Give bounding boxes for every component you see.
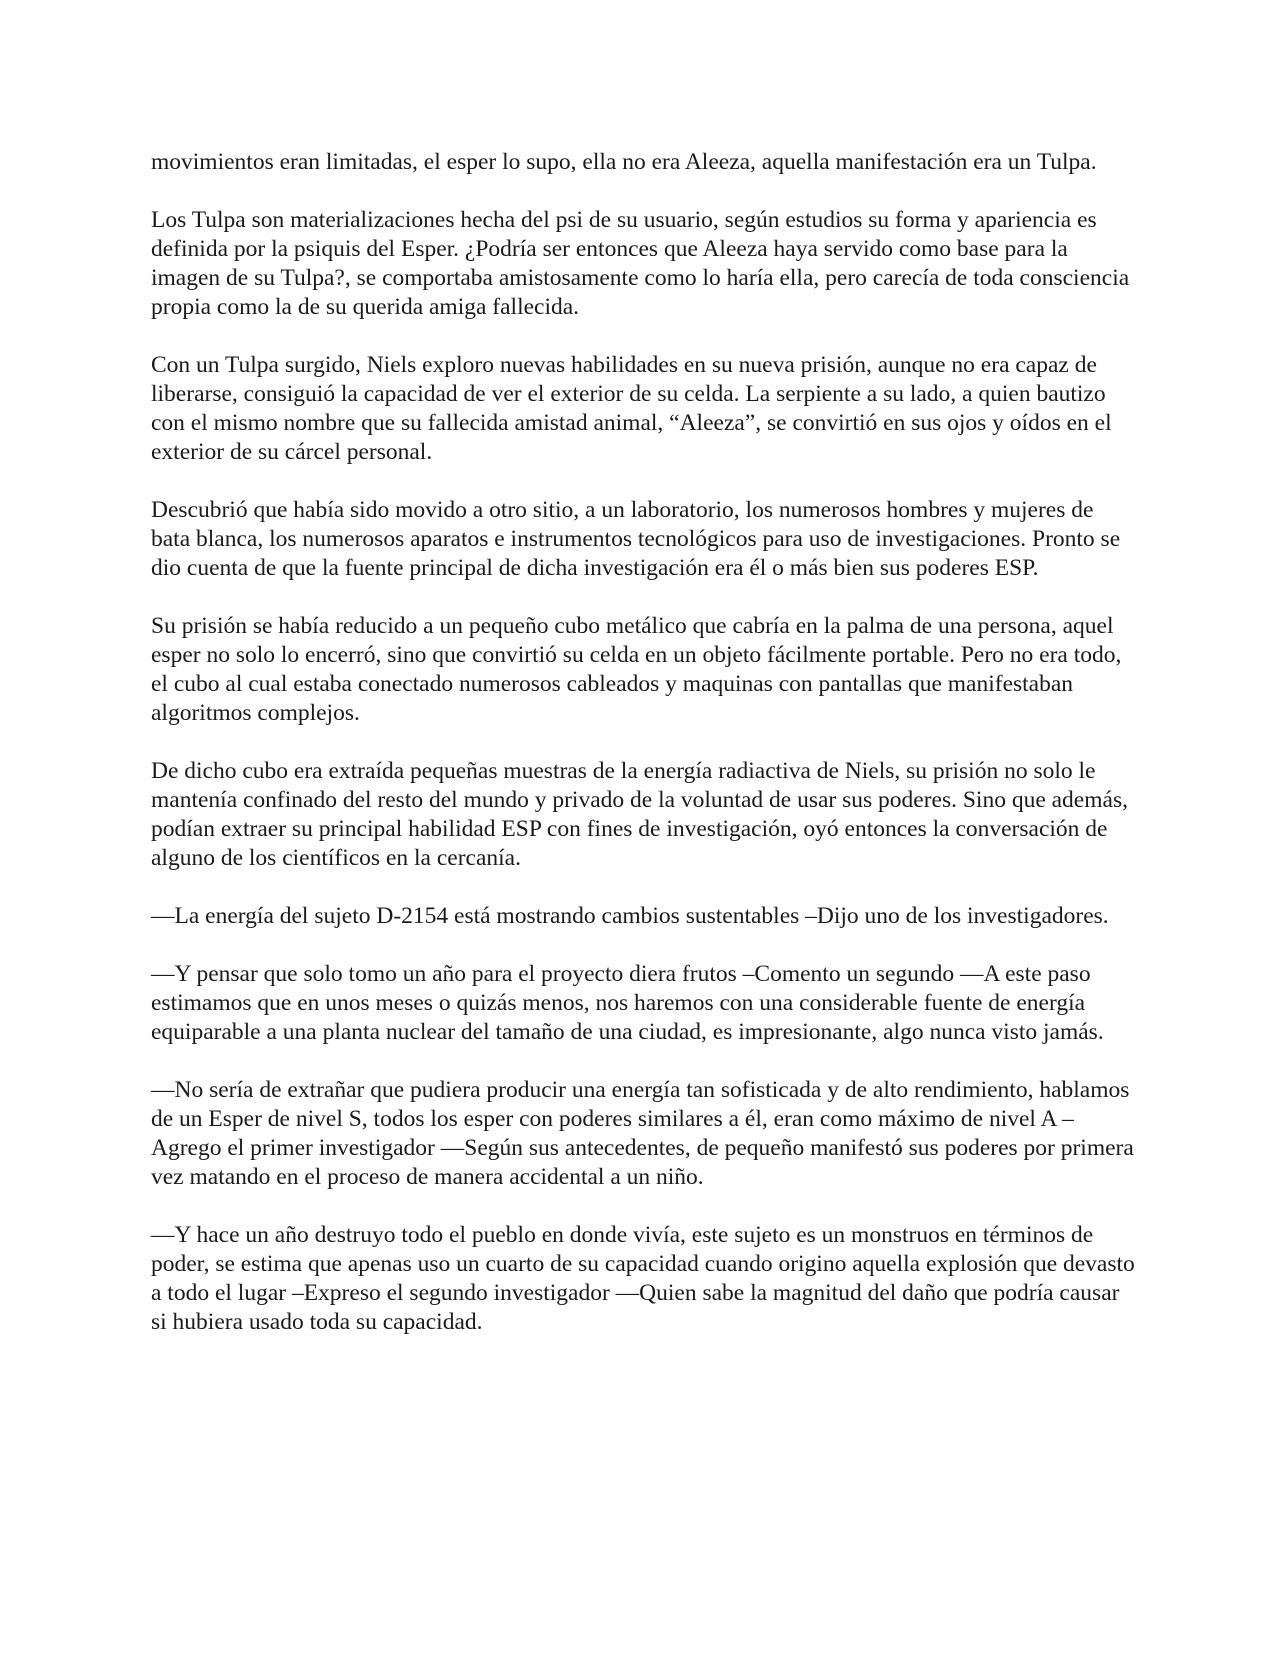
document-body: [151, 148, 1136, 1366]
paragraph: Su prisión se había reducido a un pequeño cubo metálico que cabría en la palma de una persona, aquel esper no solo lo encerró, sino que convirtió su celda en un objeto fácilmente portable. Pero no era todo, el cubo al cual estaba conectado numerosos cableados y maquinas con pantallas que manifestaban algoritmos complejos.: [151, 613, 1122, 726]
dialogue-paragraph: —Y pensar que solo tomo un año para el proyecto diera frutos –Comento un segundo —A este paso estimamos que en unos meses o quizás menos, nos haremos con una considerable fuente de energía equiparable a una planta nuclear del tamaño de una ciudad, es impresionante, algo nunca visto jamás.: [151, 961, 1104, 1045]
dialogue-paragraph: —No sería de extrañar que pudiera producir una energía tan sofisticada y de alto rendimiento, hablamos de un Esper de nivel S, todos los esper con poderes similares a él, eran como máximo de nivel A –Agrego el primer investigador —Según sus antecedentes, de pequeño manifestó sus poderes por primera vez matando en el proceso de manera accidental a un niño.: [151, 1077, 1134, 1190]
paragraph: movimientos eran limitadas, el esper lo supo, ella no era Aleeza, aquella manifestación era un Tulpa.: [151, 149, 1097, 175]
paragraph: Los Tulpa son materializaciones hecha del psi de su usuario, según estudios su forma y apariencia es definida por la psiquis del Esper. ¿Podría ser entonces que Aleeza haya servido como base para la imagen de su Tulpa?, se comportaba amistosamente como lo haría ella, pero carecía de toda consciencia propia como la de su querida amiga fallecida.: [151, 207, 1130, 320]
dialogue-paragraph: —Y hace un año destruyo todo el pueblo en donde vivía, este sujeto es un monstruos en términos de poder, se estima que apenas uso un cuarto de su capacidad cuando origino aquella explosión que devasto a todo el lugar –Expreso el segundo investigador —Quien sabe la magnitud del daño que podría causar si hubiera usado toda su capacidad.: [151, 1222, 1135, 1335]
paragraph: De dicho cubo era extraída pequeñas muestras de la energía radiactiva de Niels, su prisión no solo le mantenía confinado del resto del mundo y privado de la voluntad de usar sus poderes. Sino que además, podían extraer su principal habilidad ESP con fines de investigación, oyó entonces la conversación de alguno de los científicos en la cercanía.: [151, 758, 1128, 871]
dialogue-paragraph: —La energía del sujeto D-2154 está mostrando cambios sustentables –Dijo uno de los investigadores.: [151, 903, 1109, 929]
paragraph: Con un Tulpa surgido, Niels exploro nuevas habilidades en su nueva prisión, aunque no era capaz de liberarse, consiguió la capacidad de ver el exterior de su celda. La serpiente a su lado, a quien bautizo con el mismo nombre que su fallecida amistad animal, “Aleeza”, se convirtió en sus ojos y oídos en el exterior de su cárcel personal.: [151, 352, 1112, 465]
paragraph: Descubrió que había sido movido a otro sitio, a un laboratorio, los numerosos hombres y mujeres de bata blanca, los numerosos aparatos e instrumentos tecnológicos para uso de investigaciones. Pronto se dio cuenta de que la fuente principal de dicha investigación era él o más bien sus poderes ESP.: [151, 497, 1121, 581]
